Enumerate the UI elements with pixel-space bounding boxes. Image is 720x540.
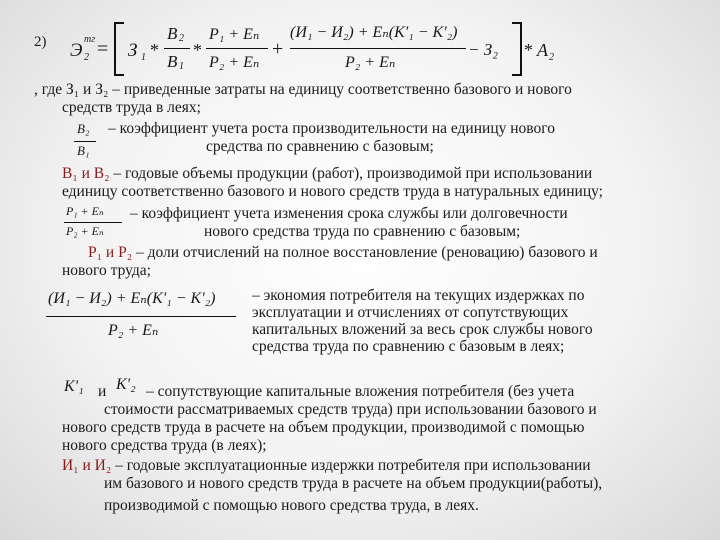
p-definition-line-1 xyxy=(88,243,598,262)
i-definition-line-3: производимой с помощью нового средства труда, в леях. xyxy=(104,497,479,514)
times-2: * xyxy=(193,40,202,60)
frac-e-denominator: P₂ + Eₙ xyxy=(108,322,159,339)
a2-subscript: 2 xyxy=(549,52,554,63)
fraction-bar-p xyxy=(206,48,268,49)
b-desc-2: средства по сравнению с базовым; xyxy=(206,138,434,155)
k-desc-1: – сопутствующие капитальные вложения потребителя (без учета xyxy=(146,383,575,400)
p-symbols: P₁ и P₂ xyxy=(88,244,133,261)
fraction-bar-savings xyxy=(290,48,466,49)
b-symbols: B₁ и B₂ xyxy=(62,165,110,182)
lhs-subscript: 2 xyxy=(84,52,89,63)
i-symbols: И₁ и И₂ xyxy=(62,457,112,474)
p-definition-text: – доли отчислений на полное восстановление (реновацию) базового и xyxy=(132,244,598,261)
p1-en-numerator: P₁ + Eₙ xyxy=(209,26,260,43)
frac-p-bar xyxy=(64,222,122,223)
minus-z2: − З₂ xyxy=(468,40,499,59)
equals-sign: = xyxy=(97,38,109,60)
fraction-bar-b xyxy=(164,48,190,49)
frac-b-numerator: B₂ xyxy=(77,121,90,136)
p2-en-denominator: P₂ + Eₙ xyxy=(209,54,260,71)
b-desc-1: – коэффициент учета роста производительности на единицу нового xyxy=(108,120,555,137)
k-desc-4: нового средства труда (в леях); xyxy=(62,437,267,454)
i-definition-line-2: им базового и нового средств труда в расчете на объем продукции(работы), xyxy=(104,475,603,492)
frac-e-bar xyxy=(46,316,236,317)
z1-subscript: 1 xyxy=(141,52,146,63)
times-3: * xyxy=(524,40,533,60)
b-definition-text: – годовые объемы продукции (работ), производимой при использовании xyxy=(109,165,593,182)
b2-symbol: B xyxy=(167,24,178,43)
savings-denominator: P₂ + Eₙ xyxy=(345,54,396,71)
frac-e-numerator: (И₁ − И₂) + Eₙ(K'₁ − K'₂) xyxy=(48,290,216,307)
formula-number: 2) xyxy=(34,34,47,50)
lhs-superscript: тг xyxy=(84,34,96,45)
i-definition-text: – годовые эксплуатационные издержки потребителя при использовании xyxy=(111,457,591,474)
p-desc-1: – коэффициент учета изменения срока службы или долговечности xyxy=(130,205,568,222)
right-square-bracket xyxy=(512,22,522,76)
a2-symbol: A xyxy=(537,40,548,60)
p-definition-line-2: нового труда; xyxy=(62,262,151,279)
frac-p-denominator: P₂ + Eₙ xyxy=(66,224,104,238)
text-line-2: средств труда в леях; xyxy=(62,99,201,116)
i-definition-line-1 xyxy=(62,456,591,475)
frac-b-bar xyxy=(74,141,96,142)
b-definition-line-2: единицу соответственно базового и нового средств труда в натуральных единицу; xyxy=(62,183,603,200)
k-desc-2: стоимости рассматриваемых средств труда) при использовании базового и xyxy=(104,401,597,418)
e-desc-1: – экономия потребителя на текущих издержках по xyxy=(252,287,585,304)
text-line-1: , где З₁ и З₂ – приведенные затраты на единицу соответственно базового и нового xyxy=(34,81,572,98)
b-definition-line-1 xyxy=(62,164,592,183)
e-desc-4: средства труда по сравнению с базовым в леях; xyxy=(252,338,565,355)
lhs-symbol: Э xyxy=(70,40,83,61)
k1-symbol: K'₁ xyxy=(64,378,84,395)
e-desc-3: капитальных вложений за весь срок службы нового xyxy=(252,321,593,338)
k2-symbol: K'₂ xyxy=(116,376,136,393)
k-and: и xyxy=(98,383,107,400)
k-desc-3: нового средств труда в расчете на объем продукции, производимой с помощью xyxy=(62,419,585,436)
p-desc-2: нового средства труда по сравнению с базовым; xyxy=(204,223,521,240)
b1-subscript: 1 xyxy=(179,61,184,72)
frac-b-denominator: B₁ xyxy=(77,143,90,158)
frac-p-numerator: P₁ + Eₙ xyxy=(66,204,104,218)
z1-symbol: З xyxy=(128,40,138,61)
left-square-bracket xyxy=(114,22,124,76)
times-1: * xyxy=(150,40,159,60)
savings-numerator: (И₁ − И₂) + Eₙ(K'₁ − K'₂) xyxy=(290,24,458,41)
plus-sign: + xyxy=(272,38,284,60)
e-desc-2: эксплуатации и отчислениях от сопутствующих xyxy=(252,304,569,321)
b1-symbol: B xyxy=(167,52,178,71)
b2-subscript: 2 xyxy=(179,33,184,44)
